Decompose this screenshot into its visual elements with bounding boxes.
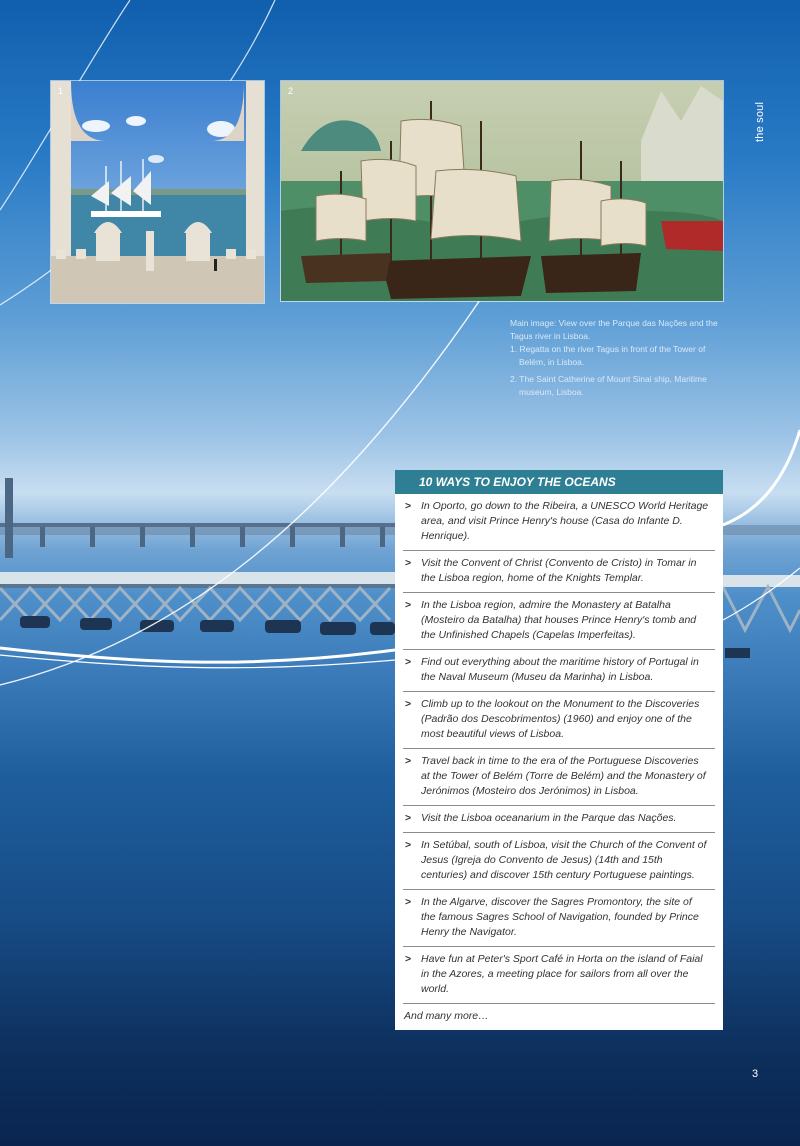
photo-regatta-belem [50, 80, 265, 304]
bullet-arrow: > [405, 896, 412, 908]
page-number: 3 [752, 1068, 759, 1080]
bullet-arrow: > [405, 500, 412, 512]
caption-item-2: 2. The Saint Catherine of Mount Sinai ship, Maritime museum, Lisboa. [510, 374, 707, 397]
list-item [403, 947, 715, 1004]
list-item [403, 593, 715, 650]
tips-list [395, 494, 723, 1004]
list-item [403, 749, 715, 806]
list-item [403, 833, 715, 890]
tips-box-title: 10 WAYS TO ENJOY THE OCEANS [395, 470, 723, 494]
list-item [403, 551, 715, 593]
tips-box [395, 470, 723, 1030]
list-item-text: Travel back in time to the era of the Portuguese Discoveries at the Tower of Belém (Torre de Belém) and the Monastery of Jerónimos (Mosteiro dos Jerónimos) in Lisboa. [421, 755, 706, 797]
bullet-arrow: > [405, 599, 412, 611]
list-item-text: Have fun at Peter's Sport Café in Horta on the island of Faial in the Azores, a meeting place for sailors from all over the world. [421, 953, 703, 995]
caption-item-1: 1. Regatta on the river Tagus in front of the Tower of Belém, in Lisboa. [510, 344, 706, 367]
bullet-arrow: > [405, 839, 412, 851]
list-item-text: In the Algarve, discover the Sagres Promontory, the site of the famous Sagres School of Navigation, founded by Prince Henry the Navigator. [421, 896, 699, 938]
photo-ships-painting [280, 80, 724, 302]
list-item-text: Find out everything about the maritime history of Portugal in the Naval Museum (Museu da Marinha) in Lisboa. [421, 656, 699, 683]
list-item-text: In Oporto, go down to the Ribeira, a UNESCO World Heritage area, and visit Prince Henry's house (Casa do Infante D. Henrique). [421, 500, 709, 542]
caption-main: Main image: View over the Parque das Nações and the Tagus river in Lisboa. [510, 318, 718, 341]
section-label: the soul [754, 101, 766, 142]
bullet-arrow: > [405, 953, 412, 965]
list-item-text: Visit the Lisboa oceanarium in the Parque das Nações. [421, 812, 677, 824]
list-item [403, 806, 715, 833]
list-item-text: Climb up to the lookout on the Monument to the Discoveries (Padrão dos Descobrimentos) (1960) and enjoy one of the most beautiful views of Lisboa. [421, 698, 700, 740]
list-item-text: In Setúbal, south of Lisboa, visit the Church of the Convent of Jesus (Igreja do Convento de Jesus) (14th and 15th centuries) and discover 15th century Portuguese paintings. [421, 839, 707, 881]
list-item [403, 890, 715, 947]
bullet-arrow: > [405, 698, 412, 710]
list-item [403, 650, 715, 692]
list-item-text: Visit the Convent of Christ (Convento de Cristo) in Tomar in the Lisboa region, home of the Knights Templar. [421, 557, 697, 584]
photo-number-2: 2 [288, 86, 294, 96]
list-item-text: In the Lisboa region, admire the Monastery at Batalha (Mosteiro da Batalha) that houses Prince Henry's tomb and the Unfinished Chapels (Capelas Imperfeitas). [421, 599, 697, 641]
photo-number-1: 1 [58, 86, 64, 96]
bullet-arrow: > [405, 812, 412, 824]
bullet-arrow: > [405, 755, 412, 767]
list-item [403, 692, 715, 749]
bullet-arrow: > [405, 656, 412, 668]
bullet-arrow: > [405, 557, 412, 569]
list-item [403, 494, 715, 551]
photo-captions [510, 317, 730, 399]
tips-box-more: And many more… [404, 1010, 489, 1022]
